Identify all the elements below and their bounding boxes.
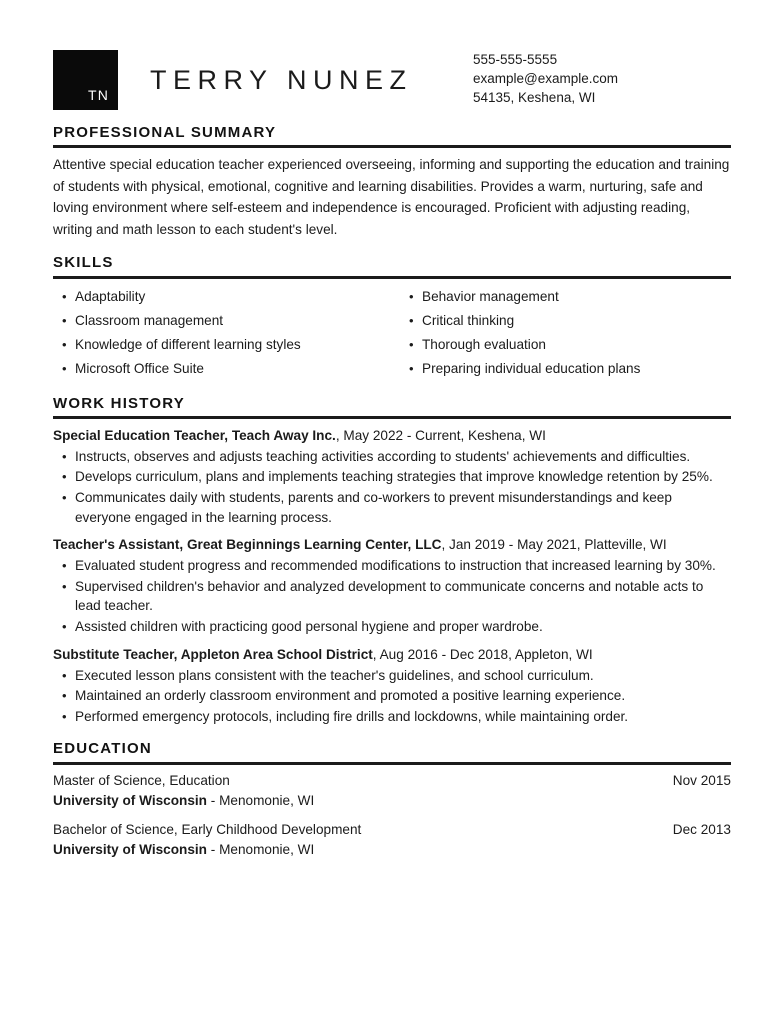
job-bullet: • Evaluated student progress and recommended modifications to instruction that increased learning by 30%. — [53, 556, 731, 576]
skill-item: • Critical thinking — [400, 309, 731, 333]
education-school: University of Wisconsin — [53, 792, 207, 808]
skill-item: • Knowledge of different learning styles — [53, 333, 392, 357]
job-bullet: • Instructs, observes and adjusts teaching activities according to students' achievements and difficulties. — [53, 447, 731, 467]
skill-item: • Classroom management — [53, 309, 392, 333]
education-date: Dec 2013 — [672, 821, 731, 837]
job-heading: Substitute Teacher, Appleton Area School District, Aug 2016 - Dec 2018, Appleton, WI — [53, 646, 593, 662]
job-bullet: • Executed lesson plans consistent with the teacher's guidelines, and school curriculum. — [53, 666, 731, 686]
education-entry — [53, 820, 731, 860]
job-title: Substitute Teacher — [53, 646, 174, 662]
education-school: University of Wisconsin — [53, 841, 207, 857]
skill-item: • Thorough evaluation — [400, 333, 731, 357]
education-school-line — [53, 791, 731, 811]
education-school-line — [53, 840, 731, 860]
job-title: Special Education Teacher — [53, 427, 225, 443]
section-rule — [53, 416, 731, 419]
section-title-education: EDUCATION — [53, 740, 152, 758]
resume-header — [53, 0, 731, 110]
contact-email: example@example.com — [473, 71, 619, 86]
contact-address: 54135, Keshena, WI — [473, 90, 596, 105]
job-bullets — [53, 556, 731, 636]
job-bullet: • Performed emergency protocols, including fire drills and lockdowns, while maintaining order. — [53, 707, 731, 727]
education-degree: Bachelor of Science, Early Childhood Development — [53, 821, 362, 837]
skill-item: • Microsoft Office Suite — [53, 357, 392, 381]
skill-item: • Adaptability — [53, 285, 392, 309]
job-entry — [53, 644, 731, 727]
education-date: Nov 2015 — [672, 772, 731, 788]
job-meta: , May 2022 - Current, Keshena, WI — [335, 427, 546, 443]
job-company: Teach Away Inc. — [231, 427, 336, 443]
job-bullets — [53, 666, 731, 727]
skill-item: • Behavior management — [400, 285, 731, 309]
job-bullet: • Assisted children with practicing good personal hygiene and proper wardrobe. — [53, 617, 731, 637]
job-company: Appleton Area School District — [180, 646, 373, 662]
skills-grid — [53, 285, 731, 381]
section-education — [53, 740, 731, 859]
monogram-badge — [53, 50, 118, 110]
section-work-history — [53, 395, 731, 727]
job-entry — [53, 534, 731, 636]
monogram-initials: TN — [87, 87, 109, 103]
education-degree: Master of Science, Education — [53, 772, 230, 788]
section-title-skills: SKILLS — [53, 254, 114, 272]
job-meta: , Aug 2016 - Dec 2018, Appleton, WI — [372, 646, 593, 662]
section-rule — [53, 276, 731, 279]
skills-column-right — [392, 285, 731, 381]
education-row — [53, 820, 731, 840]
section-rule — [53, 762, 731, 765]
job-title: Teacher's Assistant — [53, 537, 180, 553]
section-title-summary: PROFESSIONAL SUMMARY — [53, 124, 277, 141]
candidate-name: TERRY NUNEZ — [150, 64, 413, 95]
job-heading: Special Education Teacher, Teach Away Inc., May 2022 - Current, Keshena, WI — [53, 427, 546, 443]
skill-item: • Preparing individual education plans — [400, 357, 731, 381]
section-rule — [53, 145, 731, 148]
name-container — [118, 50, 463, 110]
section-professional-summary — [53, 124, 731, 240]
job-meta: , Jan 2019 - May 2021, Platteville, WI — [441, 537, 667, 553]
job-bullet: • Communicates daily with students, parents and co-workers to prevent misunderstandings and keep everyone engaged in the learning process. — [53, 488, 731, 527]
skills-column-left — [53, 285, 392, 381]
job-entry — [53, 425, 731, 527]
education-location: - Menomonie, WI — [206, 792, 315, 808]
job-bullet: • Supervised children's behavior and analyzed development to communicate concerns and notable acts to lead teacher. — [53, 577, 731, 616]
section-skills — [53, 254, 731, 380]
education-row — [53, 771, 731, 791]
summary-text: Attentive special education teacher experienced overseeing, informing and supporting the education and training of students with physical, emotional, cognitive and learning disabilities. Provides a warm, nurturing, safe and loving environment where self-esteem and independence is encouraged. Proficient with adjusting reading, writing and math lesson to each student's level. — [53, 157, 730, 237]
job-bullet: • Develops curriculum, plans and implements teaching strategies that improve knowledge retention by 25%. — [53, 467, 731, 487]
contact-phone: 555-555-5555 — [473, 52, 558, 67]
job-bullets — [53, 447, 731, 527]
section-title-work-history: WORK HISTORY — [53, 394, 185, 412]
job-bullet: • Maintained an orderly classroom environment and promoted a positive learning experience. — [53, 686, 731, 706]
contact-block — [463, 50, 731, 107]
resume-content — [53, 0, 731, 860]
education-location: - Menomonie, WI — [206, 841, 315, 857]
job-heading: Teacher's Assistant, Great Beginnings Learning Center, LLC, Jan 2019 - May 2021, Platteville, WI — [53, 537, 667, 553]
education-entry — [53, 771, 731, 811]
job-company: Great Beginnings Learning Center, LLC — [186, 537, 442, 553]
